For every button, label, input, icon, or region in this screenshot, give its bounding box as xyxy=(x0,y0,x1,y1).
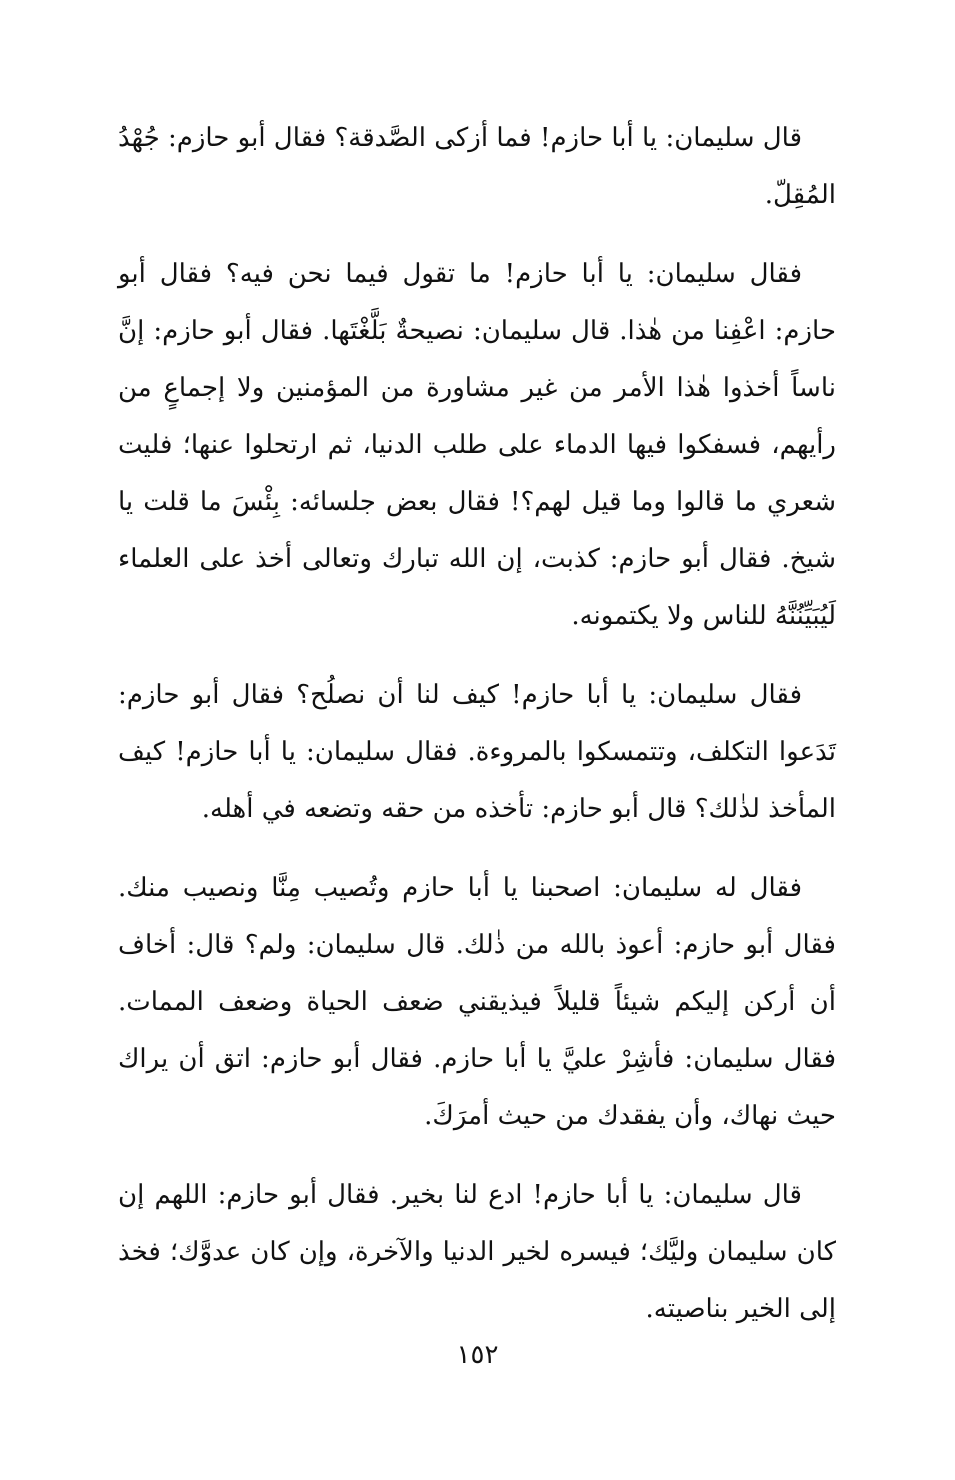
paragraph-5: قال سليمان: يا أبا حازم! ادع لنا بخير. فقال أبو حازم: اللهم إن كان سليمان وليَّك؛ فيسره لخير الدنيا والآخرة، وإن كان عدوَّك؛ فخذ إلى الخير بناصيته. xyxy=(118,1180,837,1324)
paragraph-3: فقال سليمان: يا أبا حازم! كيف لنا أن نصلُح؟ فقال أبو حازم: تَدَعوا التكلف، وتتمسكوا بالمروءة. فقال سليمان: يا أبا حازم! كيف المأخذ لذٰلك؟ قال أبو حازم: تأخذه من حقه وتضعه في أهله. xyxy=(118,680,836,824)
paragraph-1: قال سليمان: يا أبا حازم! فما أزكى الصَّدقة؟ فقال أبو حازم: جُهْدُ المُقِلّ. xyxy=(118,123,836,210)
paragraph-4: فقال له سليمان: اصحبنا يا أبا حازم وتُصيب مِنَّا ونصيب منك. فقال أبو حازم: أعوذ بالله من ذٰلك. قال سليمان: ولم؟ قال: أخاف أن أركن إليكم شيئاً قليلاً فيذيقني ضعف الحياة وضعف الممات. فقال سليمان: فأشِرْ عليَّ يا أبا حازم. فقال أبو حازم: اتق أن يراك حيث نهاك، وأن يفقدك من حيث أمرَكَ. xyxy=(118,873,836,1131)
page-number: ١٥٢ xyxy=(456,1340,499,1370)
paragraph-2: فقال سليمان: يا أبا حازم! ما تقول فيما نحن فيه؟ فقال أبو حازم: اعْفِنا من هٰذا. قال سليمان: نصيحةٌ بَلَّغْتَها. فقال أبو حازم: إنَّ ناساً أخذوا هٰذا الأمر من غير مشاورة من المؤمنين ولا إجماعٍ من رأيهم، فسفكوا فيها الدماء على طلب الدنيا، ثم ارتحلوا عنها؛ فليت شعري ما قالوا وما قيل لهم؟! فقال بعض جلسائه: بِئْسَ ما قلت يا شيخ. فقال أبو حازم: كذبت، إن الله تبارك وتعالى أخذ على العلماء لَيُبَيِّنُنَّهُ للناس ولا يكتمونه. xyxy=(118,259,836,631)
body-text xyxy=(118,110,836,1360)
